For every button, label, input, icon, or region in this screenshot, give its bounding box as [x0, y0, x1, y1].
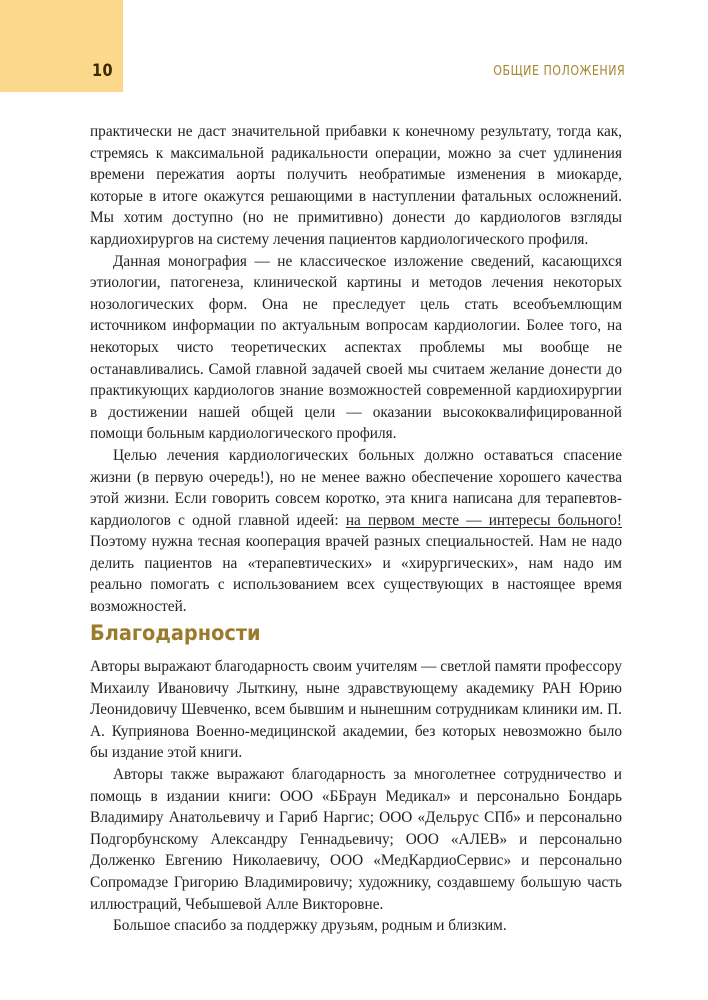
intro-text [90, 121, 622, 618]
paragraph-text: Целью лечения кардиологических больных должно оставаться спасение жизни (в первую очередь!), но не менее важно обеспечение хорошего качества этой жизни. Если говорить совсем коротко, эта книга написана для терапевтов-кардиологов с одной главной идеей: [90, 446, 622, 529]
paragraph: Авторы выражают благодарность своим учителям — светлой памяти профессору Михаилу Ивановичу Лыткину, ныне здравствующему академику РАН Юрию Леонидовичу Шевченко, всем бывшим и нынешним сотрудникам клиники им. П. А. Куприянова Военно-медицинской академии, без которых невозможно было бы издание этой книги. [90, 658, 622, 762]
paragraph [90, 445, 622, 618]
paragraph: Большое спасибо за поддержку друзьям, родным и близким. [113, 917, 507, 935]
page-number: 10 [92, 61, 113, 81]
section-heading: Благодарности [90, 621, 261, 645]
paragraph: Авторы также выражают благодарность за многолетнее сотрудничество и помощь в издании книги: ООО «ББраун Медикал» и персонально Бондарь Владимиру Анатольевичу и Гариб Наргис; ООО «Дельрус СПб» и персонально Подгорбунскому Александру Геннадьевичу; ООО «АЛЕВ» и персонально Долженко Евгению Николаевичу, ООО «МедКардиоСервис» и персонально Сопромадзе Григорию Владимировичу; художнику, создавшему большую часть иллюстраций, Чебышевой Алле Викторовне. [90, 765, 622, 913]
paragraph: Данная монография — не классическое изложение сведений, касающихся этиологии, патогенеза, клинической картины и методов лечения некоторых нозологических форм. Она не преследует цель стать всеобъемлющим источником информации по актуальным вопросам кардиологии. Более того, на некоторых чисто теоретических аспектах проблемы мы вообще не останавливались. Самой главной задачей своей мы считаем желание донести до практикующих кардиологов знание возможностей современной кардиохирургии в достижении нашей общей цели — оказании высококвалифицированной помощи больным кардиологического профиля. [90, 252, 622, 443]
paragraph: практически не даст значительной прибавки к конечному результату, тогда как, стремясь к максимальной радикальности операции, можно за счет удлинения времени пережатия аорты получить необратимые изменения в миокарде, которые в итоге окажутся решающими в наступлении фатальных осложнений. Мы хотим доступно (но не примитивно) донести до кардиологов взгляды кардиохирургов на систему лечения пациентов кардиологического профиля. [90, 123, 622, 248]
emphasis-underlined: на первом месте — интересы больного! [345, 511, 622, 529]
paragraph-text: Поэтому нужна тесная кооперация врачей разных специальностей. Нам не надо делить пациентов на «терапевтических» и «хирургических», нам надо им реально помогать с использованием всех существующих в настоящее время возможностей. [90, 533, 622, 616]
running-header: ОБЩИЕ ПОЛОЖЕНИЯ [493, 64, 625, 79]
acknowledgements-text [90, 656, 622, 937]
